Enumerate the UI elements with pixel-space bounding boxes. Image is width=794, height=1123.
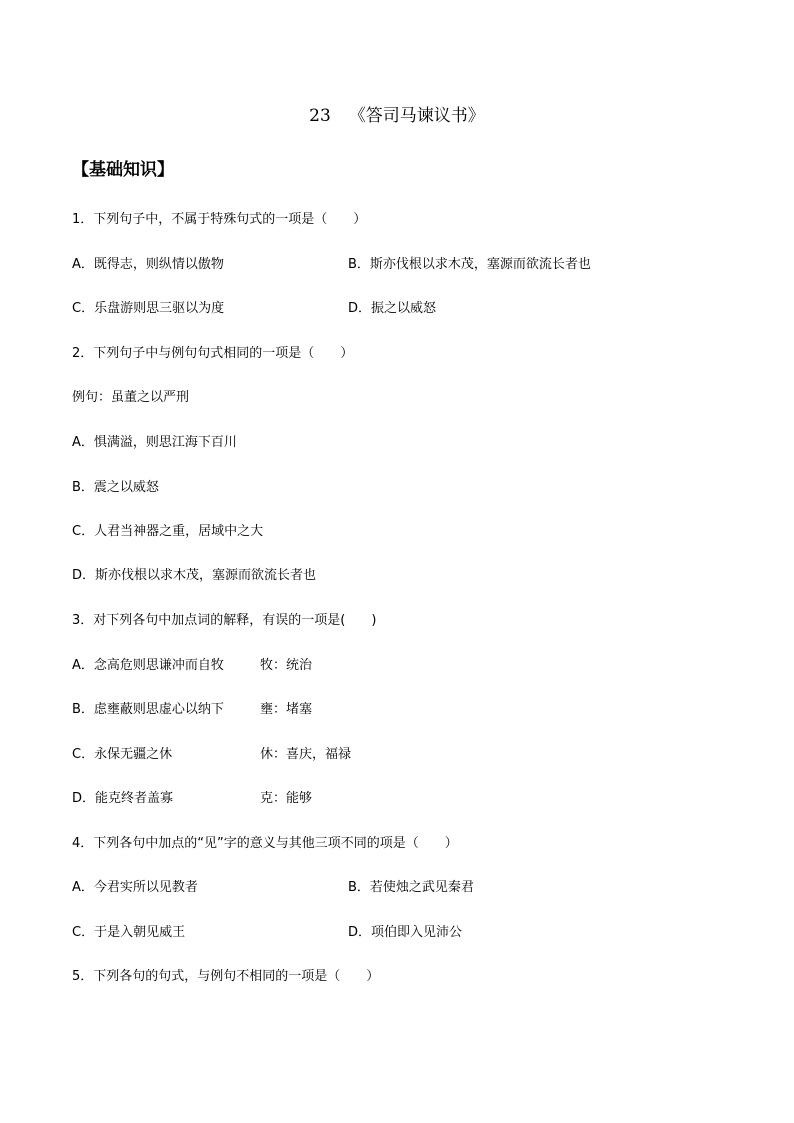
question-1-option-d: D．振之以威怒 bbox=[348, 301, 437, 316]
title-number: 23 bbox=[309, 106, 331, 126]
section-heading: 【基础知识】 bbox=[72, 160, 174, 180]
question-3-option-b: B．虑壅蔽则思虚心以纳下 bbox=[72, 702, 224, 717]
page-title bbox=[0, 104, 794, 128]
question-3-stem: 3．对下列各句中加点词的解释，有误的一项是( ) bbox=[72, 613, 377, 628]
question-4-option-a: A．今君实所以见教者 bbox=[72, 880, 198, 895]
question-1-option-c: C．乐盘游则思三驱以为度 bbox=[72, 301, 225, 316]
question-2-example: 例句：虽董之以严刑 bbox=[72, 390, 190, 405]
question-5-stem: 5．下列各句的句式，与例句不相同的一项是（ ） bbox=[72, 969, 380, 984]
question-2-option-c: C．人君当神器之重，居域中之大 bbox=[72, 524, 264, 539]
question-3-option-d: D．能克终者盖寡 bbox=[72, 791, 174, 806]
question-4-option-d: D．项伯即入见沛公 bbox=[348, 925, 463, 940]
question-3-gloss-a: 牧：统治 bbox=[260, 658, 313, 673]
question-2-option-b: B．震之以威怒 bbox=[72, 480, 159, 495]
question-3-gloss-c: 休：喜庆，福禄 bbox=[260, 747, 352, 762]
title-text: 《答司马谏议书》 bbox=[348, 106, 485, 126]
question-3-option-a: A．念高危则思谦冲而自牧 bbox=[72, 658, 224, 673]
question-3-gloss-d: 克：能够 bbox=[260, 791, 313, 806]
question-1-option-a: A．既得志，则纵情以傲物 bbox=[72, 257, 224, 272]
question-1-stem: 1．下列句子中，不属于特殊句式的一项是（ ） bbox=[72, 212, 367, 227]
question-2-option-a: A．惧满溢，则思江海下百川 bbox=[72, 435, 237, 450]
question-2-option-d: D．斯亦伐根以求木茂，塞源而欲流长者也 bbox=[72, 568, 317, 583]
question-3-option-c: C．永保无疆之休 bbox=[72, 747, 173, 762]
question-4-stem: 4．下列各句中加点的“见”字的意义与其他三项不同的项是（ ） bbox=[72, 836, 458, 851]
question-4-option-c: C．于是入朝见威王 bbox=[72, 925, 186, 940]
question-2-stem: 2．下列句子中与例句句式相同的一项是（ ） bbox=[72, 346, 354, 361]
question-4-option-b: B．若使烛之武见秦君 bbox=[348, 880, 474, 895]
question-3-gloss-b: 壅：堵塞 bbox=[260, 702, 313, 717]
question-1-option-b: B．斯亦伐根以求木茂，塞源而欲流长者也 bbox=[348, 257, 591, 272]
